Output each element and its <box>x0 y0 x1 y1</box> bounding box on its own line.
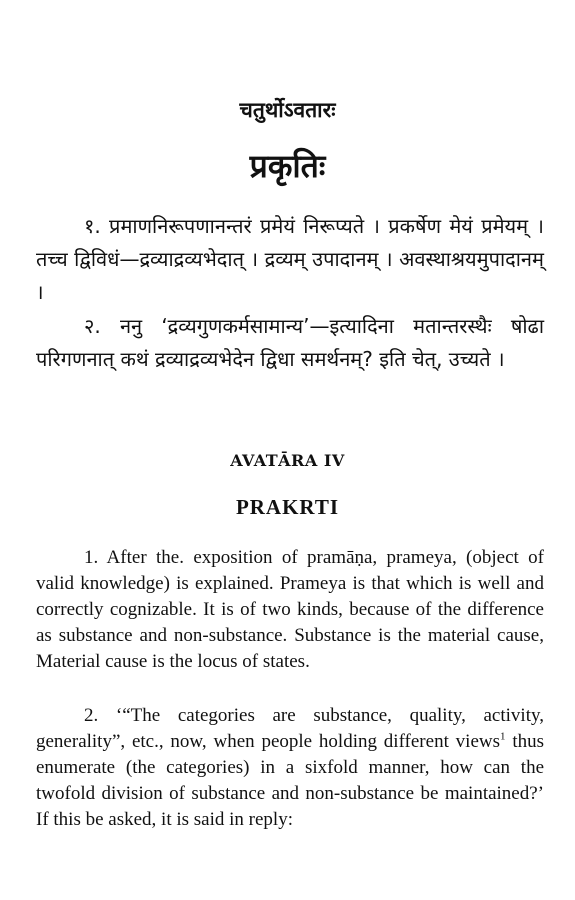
sanskrit-paragraph-2: २. ननु ‘द्रव्यगुणकर्मसामान्य’—इत्यादिना मतान्तरस्थैः षोढा परिगणनात् कथं द्रव्याद्रव्यभेदेन द्विधा समर्थनम्? इति चेत्, उच्यते । <box>36 314 544 371</box>
sanskrit-paragraph-1: १. प्रमाणनिरूपणानन्तरं प्रमेयं निरूप्यते । प्रकर्षेण मेयं प्रमेयम् । तच्च द्विविधं—द्रव्याद्रव्यभेदात् । द्रव्यम् उपादानम् । अवस्थाश्रयमुपादानम् । <box>36 214 544 304</box>
english-paragraph-1: 1. After the. exposition of pramāṇa, prameya, (object of valid knowledge) is explained. Prameya is that which is well and correctly cognizable. It is of two kinds, because of the difference as substance and non-substance. Substance is the material cause, Material cause is the locus of states. <box>36 547 544 672</box>
english-chapter-subheading: AVATĀRA IV <box>230 451 345 470</box>
sanskrit-chapter-subheading: चतुर्थोऽवतारः <box>239 98 336 122</box>
english-paragraph-2-text-start: 2. ‘“The categories are substance, quality, activity, generality”, etc., now, when people holding different views <box>36 705 544 752</box>
english-paragraph-2-text-end: thus enumerate (the categories) in a sixfold manner, how can the twofold division of substance and non-substance be maintained?’ If this be asked, it is said in reply: <box>36 731 544 830</box>
english-chapter-title: PRAKRTI <box>235 495 340 519</box>
sanskrit-chapter-title: प्रकृतिः <box>249 147 326 185</box>
footnote-marker[interactable]: 1 <box>500 730 506 743</box>
english-paragraph-2 <box>36 703 544 833</box>
